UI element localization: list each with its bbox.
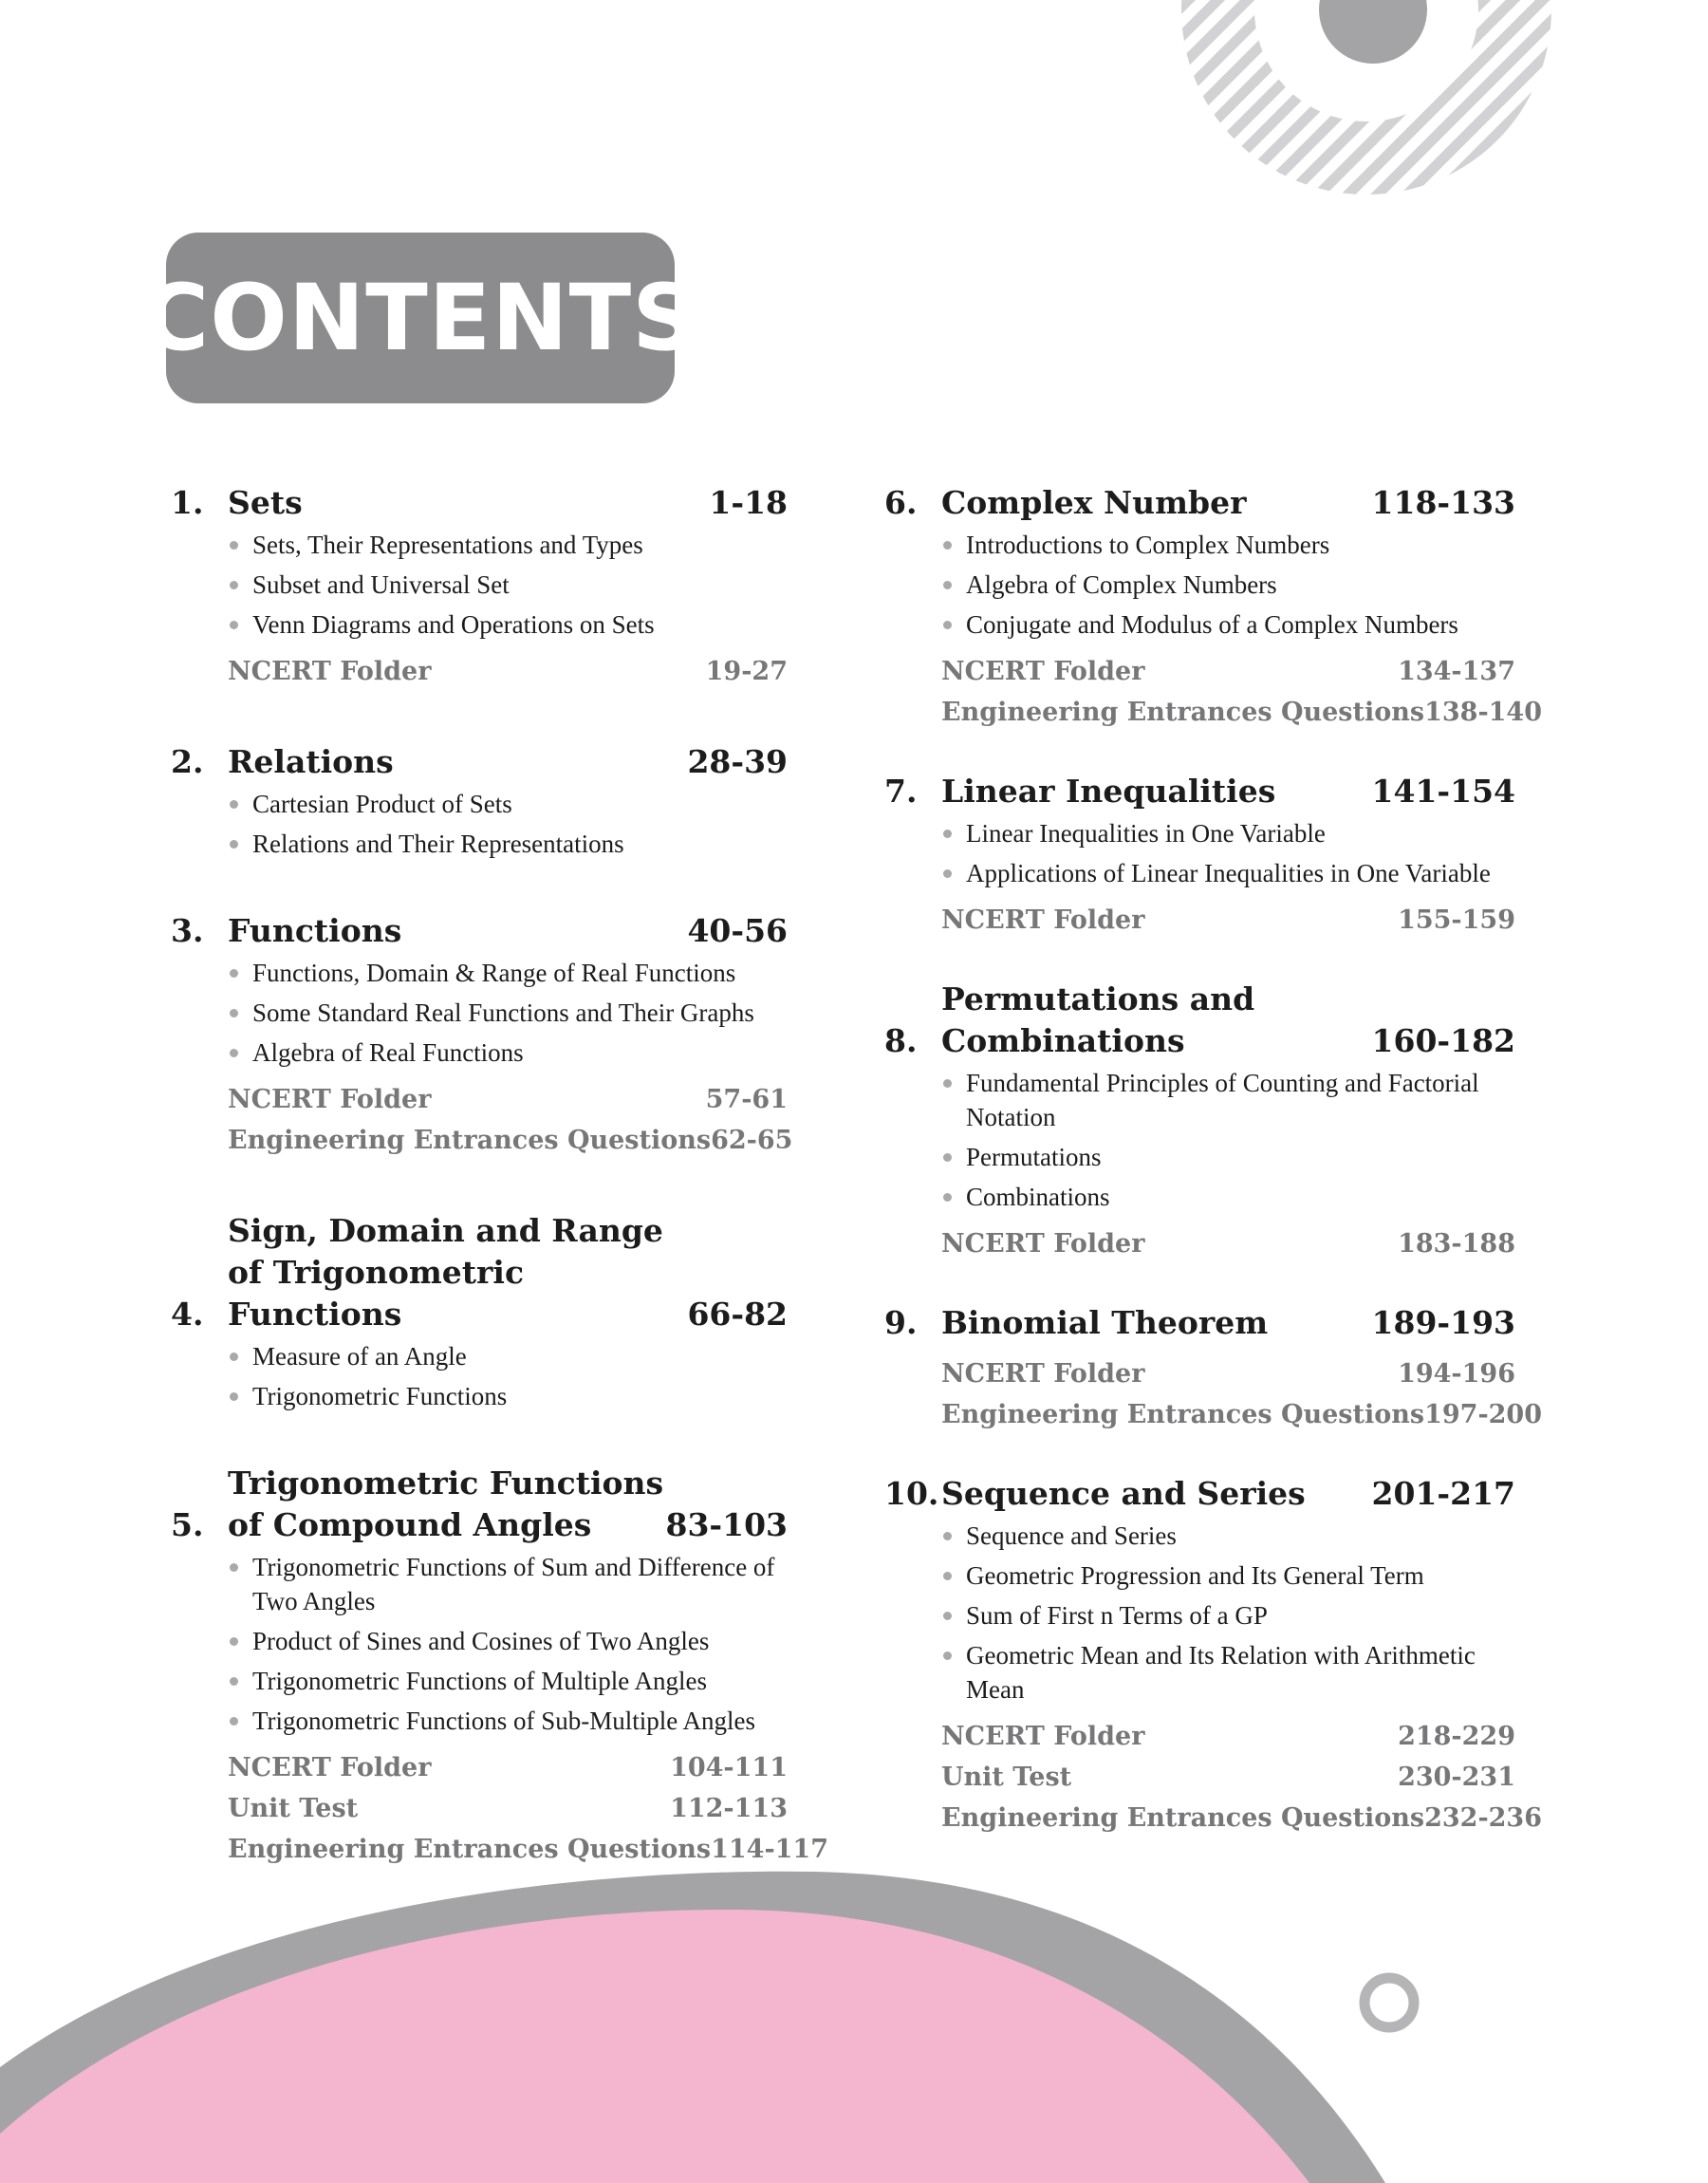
- topic-item: [228, 607, 788, 642]
- toc-chapter: [884, 1473, 1543, 1838]
- chapter-heading: [884, 1302, 1515, 1344]
- supplement-pages: 155-159: [1398, 905, 1515, 935]
- chapter-number: 3.: [171, 912, 204, 949]
- supplement-pages: 19-27: [705, 657, 788, 686]
- topic-label: Relations and Their Representations: [252, 830, 624, 858]
- topic-item: [941, 1140, 1515, 1174]
- topic-label: Sets, Their Representations and Types: [252, 531, 643, 559]
- supplement-label: NCERT Folder: [228, 1085, 432, 1114]
- chapter-title: Sign, Domain and Range of Trigonometric Functions: [228, 1212, 663, 1333]
- bullet-icon: [230, 1353, 238, 1361]
- supplement-label: Unit Test: [941, 1763, 1072, 1792]
- toc-chapter: [884, 1302, 1543, 1435]
- topic-item: [228, 1036, 788, 1070]
- small-ring-decoration: [1365, 1978, 1414, 2027]
- chapter-pages: 160-182: [1371, 1022, 1515, 1059]
- chapter-title: Binomial Theorem: [941, 1304, 1269, 1341]
- topic-item: [941, 1180, 1515, 1214]
- supplement-pages: 114-117: [711, 1835, 829, 1864]
- topic-list: [941, 528, 1515, 642]
- chapter-pages: 189-193: [1371, 1304, 1515, 1341]
- bullet-icon: [230, 840, 238, 849]
- topic-list: [941, 816, 1515, 890]
- topic-item: [228, 1664, 788, 1698]
- topic-label: Sequence and Series: [966, 1521, 1177, 1550]
- supplement-item: [228, 1079, 788, 1120]
- chapter-number: 6.: [884, 484, 918, 521]
- topic-label: Functions, Domain & Range of Real Functions: [252, 959, 736, 987]
- toc-chapter: [884, 771, 1515, 941]
- topic-item: [941, 1638, 1515, 1707]
- topic-label: Cartesian Product of Sets: [252, 790, 512, 818]
- topic-item: [941, 528, 1515, 562]
- supplement-label: NCERT Folder: [228, 657, 432, 686]
- topic-label: Algebra of Real Functions: [252, 1038, 524, 1067]
- supplement-item: [941, 900, 1515, 941]
- chapter-title: Trigonometric Functions of Compound Angles: [228, 1465, 664, 1543]
- supplement-item: [941, 651, 1515, 692]
- chapter-title: Sets: [228, 484, 303, 521]
- bullet-icon: [230, 1717, 238, 1726]
- chapter-pages: 83-103: [665, 1506, 788, 1543]
- bullet-icon: [230, 1049, 238, 1057]
- supplement-list: [228, 651, 788, 692]
- topic-label: Subset and Universal Set: [252, 570, 510, 599]
- supplement-pages: 112-113: [670, 1794, 788, 1823]
- bullet-icon: [943, 541, 952, 550]
- supplement-item: [941, 1223, 1515, 1264]
- topic-list: [228, 528, 788, 642]
- topic-label: Conjugate and Modulus of a Complex Numbers: [966, 610, 1458, 639]
- bullet-icon: [943, 1193, 952, 1202]
- chapter-title: Permutations and Combinations: [941, 980, 1255, 1059]
- bullet-icon: [230, 541, 238, 550]
- chapter-pages: 141-154: [1371, 773, 1515, 810]
- page-title: CONTENTS: [141, 265, 699, 371]
- topic-label: Sum of First n Terms of a GP: [966, 1601, 1268, 1630]
- supplement-item: [941, 1798, 1543, 1838]
- chapter-pages: 66-82: [687, 1296, 788, 1333]
- supplement-label: NCERT Folder: [941, 1359, 1145, 1389]
- topic-label: Trigonometric Functions of Sum and Difference of Two Angles: [252, 1553, 775, 1615]
- topic-item: [941, 1558, 1515, 1593]
- supplement-item: [228, 651, 788, 692]
- toc-chapter: [884, 979, 1515, 1264]
- topic-list: [228, 1550, 788, 1738]
- topic-item: [228, 1550, 788, 1618]
- topic-list: [941, 1519, 1515, 1707]
- topic-item: [228, 1624, 788, 1658]
- toc-chapter: [171, 910, 793, 1161]
- topic-item: [941, 856, 1515, 890]
- topic-item: [228, 1704, 788, 1738]
- topic-label: Some Standard Real Functions and Their Graphs: [252, 998, 754, 1027]
- topic-label: Applications of Linear Inequalities in One Variable: [966, 859, 1491, 887]
- toc-chapter: [171, 741, 788, 861]
- toc-chapter: [884, 482, 1543, 733]
- bullet-icon: [230, 800, 238, 809]
- supplement-label: Engineering Entrances Questions: [228, 1126, 712, 1155]
- supplement-item: [941, 1757, 1515, 1798]
- topic-label: Fundamental Principles of Counting and Factorial Notation: [966, 1069, 1479, 1131]
- bullet-icon: [230, 1677, 238, 1686]
- chapter-heading: [884, 482, 1515, 524]
- topic-label: Permutations: [966, 1143, 1102, 1171]
- topic-item: [228, 956, 788, 990]
- chapter-heading: [171, 1210, 788, 1335]
- chapter-title: Relations: [228, 743, 394, 780]
- bullet-icon: [943, 581, 952, 589]
- supplement-label: NCERT Folder: [941, 657, 1145, 686]
- supplement-item: [941, 1353, 1515, 1394]
- chapter-number: 5.: [171, 1506, 204, 1543]
- contents-header-badge: [141, 233, 699, 403]
- topic-list: [228, 1339, 788, 1413]
- chapter-number: 7.: [884, 773, 918, 810]
- topic-label: Combinations: [966, 1183, 1110, 1211]
- supplement-label: Engineering Entrances Questions: [941, 1400, 1425, 1429]
- chapter-heading: [884, 1473, 1515, 1515]
- supplement-label: NCERT Folder: [941, 905, 1145, 935]
- chapter-number: 1.: [171, 484, 204, 521]
- supplement-pages: 138-140: [1424, 698, 1543, 727]
- supplement-label: Engineering Entrances Questions: [941, 1803, 1425, 1833]
- topic-item: [941, 816, 1515, 850]
- chapter-heading: [171, 1463, 788, 1546]
- chapter-pages: 28-39: [687, 743, 788, 780]
- supplement-pages: 232-236: [1424, 1803, 1543, 1833]
- supplement-label: Unit Test: [228, 1794, 359, 1823]
- bullet-icon: [943, 830, 952, 838]
- topic-list: [228, 956, 788, 1070]
- chapter-heading: [884, 771, 1515, 812]
- topic-label: Algebra of Complex Numbers: [966, 570, 1277, 599]
- topic-item: [228, 528, 788, 562]
- supplement-list: [941, 1716, 1543, 1838]
- supplement-item: [228, 1747, 788, 1788]
- toc-chapter: [171, 1210, 788, 1413]
- bullet-icon: [943, 1572, 952, 1580]
- supplement-list: [941, 651, 1543, 733]
- chapter-title: Functions: [228, 912, 402, 949]
- topic-list: [228, 787, 788, 861]
- bullet-icon: [943, 1532, 952, 1540]
- supplement-pages: 104-111: [670, 1753, 788, 1782]
- toc-left-column: [171, 482, 829, 1919]
- topic-label: Linear Inequalities in One Variable: [966, 819, 1326, 848]
- bullet-icon: [230, 1563, 238, 1572]
- bullet-icon: [943, 1153, 952, 1162]
- topic-label: Trigonometric Functions of Multiple Angles: [252, 1667, 707, 1695]
- supplement-list: [228, 1079, 793, 1161]
- topic-label: Trigonometric Functions: [252, 1382, 508, 1410]
- chapter-heading: [884, 979, 1515, 1062]
- topic-item: [228, 568, 788, 602]
- topic-item: [941, 1066, 1515, 1134]
- supplement-pages: 62-65: [711, 1126, 793, 1155]
- chapter-heading: [171, 741, 788, 783]
- chapter-number: 10.: [884, 1475, 939, 1512]
- supplement-item: [228, 1120, 793, 1161]
- topic-label: Product of Sines and Cosines of Two Angles: [252, 1627, 710, 1655]
- supplement-list: [228, 1747, 829, 1870]
- bullet-icon: [230, 1637, 238, 1646]
- bullet-icon: [943, 1612, 952, 1620]
- topic-label: Geometric Progression and Its General Term: [966, 1561, 1424, 1590]
- topic-item: [228, 1339, 788, 1373]
- supplement-list: [941, 1353, 1543, 1435]
- chapter-number: 4.: [171, 1296, 204, 1333]
- supplement-pages: 134-137: [1398, 657, 1515, 686]
- supplement-pages: 218-229: [1398, 1722, 1515, 1751]
- supplement-label: Engineering Entrances Questions: [941, 698, 1425, 727]
- bullet-icon: [230, 969, 238, 978]
- supplement-label: NCERT Folder: [941, 1722, 1145, 1751]
- chapter-number: 9.: [884, 1304, 918, 1341]
- topic-item: [228, 827, 788, 861]
- chapter-pages: 1-18: [709, 484, 788, 521]
- topic-item: [941, 1519, 1515, 1553]
- toc-chapter: [171, 482, 788, 692]
- topic-item: [228, 787, 788, 821]
- supplement-pages: 194-196: [1398, 1359, 1515, 1389]
- bullet-icon: [230, 581, 238, 589]
- supplement-item: [941, 1394, 1543, 1435]
- chapter-pages: 201-217: [1371, 1475, 1515, 1512]
- bullet-icon: [230, 1392, 238, 1401]
- topic-item: [228, 1379, 788, 1413]
- toc-right-column: [884, 482, 1543, 1876]
- topic-list: [941, 1066, 1515, 1214]
- supplement-pages: 197-200: [1424, 1400, 1543, 1429]
- bullet-icon: [943, 1079, 952, 1088]
- chapter-heading: [171, 482, 788, 524]
- supplement-list: [941, 1223, 1515, 1264]
- supplement-label: Engineering Entrances Questions: [228, 1835, 712, 1864]
- supplement-pages: 230-231: [1398, 1763, 1515, 1792]
- bullet-icon: [943, 1651, 952, 1660]
- chapter-title: Sequence and Series: [941, 1475, 1306, 1512]
- topic-label: Trigonometric Functions of Sub-Multiple Angles: [252, 1707, 756, 1735]
- supplement-item: [941, 1716, 1515, 1757]
- bullet-icon: [230, 1009, 238, 1017]
- topic-item: [228, 996, 788, 1030]
- bullet-icon: [230, 621, 238, 629]
- topic-item: [941, 607, 1515, 642]
- topic-item: [941, 1598, 1515, 1633]
- toc-chapter: [171, 1463, 829, 1870]
- chapter-heading: [171, 910, 788, 952]
- chapter-pages: 40-56: [687, 912, 788, 949]
- bullet-icon: [943, 869, 952, 878]
- supplement-pages: 57-61: [705, 1085, 788, 1114]
- supplement-label: NCERT Folder: [228, 1753, 432, 1782]
- chapter-pages: 118-133: [1371, 484, 1515, 521]
- chapter-number: 8.: [884, 1022, 918, 1059]
- supplement-item: [941, 692, 1543, 733]
- topic-label: Introductions to Complex Numbers: [966, 531, 1330, 559]
- topic-label: Venn Diagrams and Operations on Sets: [252, 610, 655, 639]
- chapter-number: 2.: [171, 743, 204, 780]
- topic-item: [941, 568, 1515, 602]
- supplement-item: [228, 1829, 829, 1870]
- supplement-list: [941, 900, 1515, 941]
- chapter-title: Complex Number: [941, 484, 1247, 521]
- chapter-title: Linear Inequalities: [941, 773, 1276, 810]
- bullet-icon: [943, 621, 952, 629]
- supplement-pages: 183-188: [1398, 1229, 1515, 1259]
- topic-label: Geometric Mean and Its Relation with Arithmetic Mean: [966, 1641, 1476, 1704]
- supplement-label: NCERT Folder: [941, 1229, 1145, 1259]
- supplement-item: [228, 1788, 788, 1829]
- topic-label: Measure of an Angle: [252, 1342, 467, 1371]
